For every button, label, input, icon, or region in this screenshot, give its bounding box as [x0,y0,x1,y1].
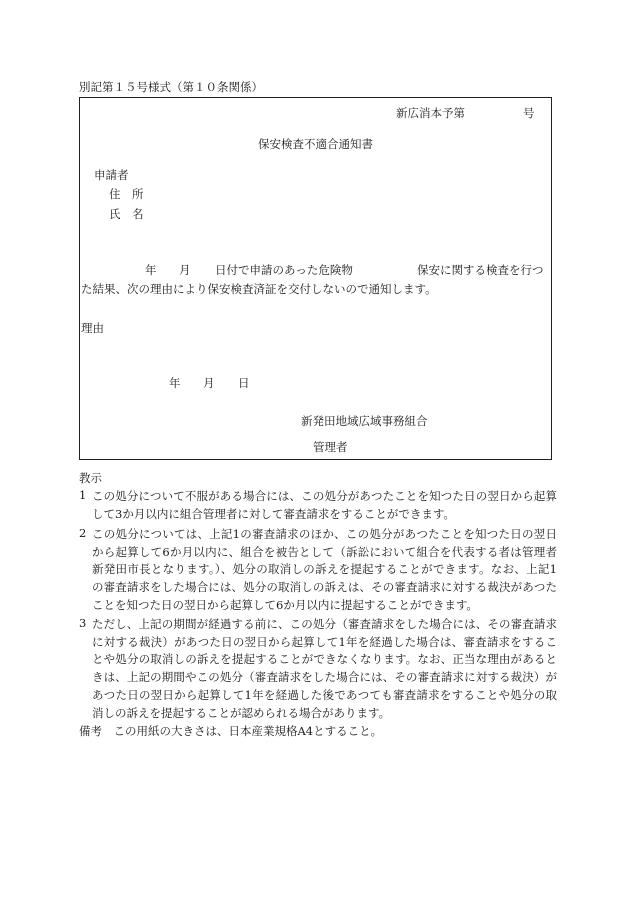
organization-name: 新発田地域広域事務組合 [301,414,428,428]
notice-date-day: 日 [238,376,250,390]
form-number-label: 別記第１５号様式（第１０条関係） [79,80,263,94]
notice-date-year: 年 [169,376,181,390]
application-month: 月 [179,263,191,277]
remark-line: 備考 この用紙の大きさは、日本産業規格A4とすること。 [79,724,383,738]
instruction-item [79,616,557,722]
document-number-suffix: 号 [523,106,535,120]
reason-label: 理由 [81,321,104,335]
instruction-text: この処分について不服がある場合には、この処分があつたことを知つた日の翌日から起算して3か月以内に組合管理者に対して審査請求をすることができます。 [92,489,557,521]
instruction-item [79,488,557,523]
application-day-text: 日付で申請のあった危険物 [215,263,353,277]
document-number-prefix: 新広消本予第 [396,106,465,120]
applicant-label: 申請者 [94,168,129,182]
instruction-number: 3 [79,616,87,630]
notice-body-line2: た結果、次の理由により保安検査済証を交付しないので通知します。 [81,282,437,296]
instruction-number: 2 [79,526,87,540]
instruction-item [79,526,557,615]
name-label: 氏 名 [109,207,144,221]
manager-label: 管理者 [313,440,348,454]
notice-date-month: 月 [203,376,215,390]
instruction-text: この処分については、上記1の審査請求のほか、この処分があつたことを知つた日の翌日から起算して6か月以内に、組合を被告として（訴訟において組合を代表する者は管理者新発田市長となります。）、処分の取消しの訴えを提起することができます。なお、上記1の審査請求をした場合には、処分の取消しの訴えは、その審査請求に対する裁決があつたことを知つた日の翌日から起算して6か月以内に提起することができます。 [92,527,557,612]
application-year: 年 [145,263,157,277]
instruction-heading: 教示 [79,471,102,485]
inspection-text: 保安に関する検査を行つ [417,263,544,277]
instruction-text: ただし、上記の期間が経過する前に、この処分（審査請求をした場合には、その審査請求に対する裁決）があつた日の翌日から起算して1年を経過した場合は、審査請求をすることや処分の取消しの訴えを提起することができなくなります。なお、正当な理由があるときは、上記の期間やこの処分（審査請求をした場合には、その審査請求に対する裁決）があつた日の翌日から起算して1年を経過した後であつても審査請求をすることや処分の取消しの訴えを提起することが認められる場合があります。 [92,617,557,720]
instruction-number: 1 [79,488,87,502]
address-label: 住 所 [109,187,144,201]
document-title: 保安検査不適合通知書 [258,137,373,151]
